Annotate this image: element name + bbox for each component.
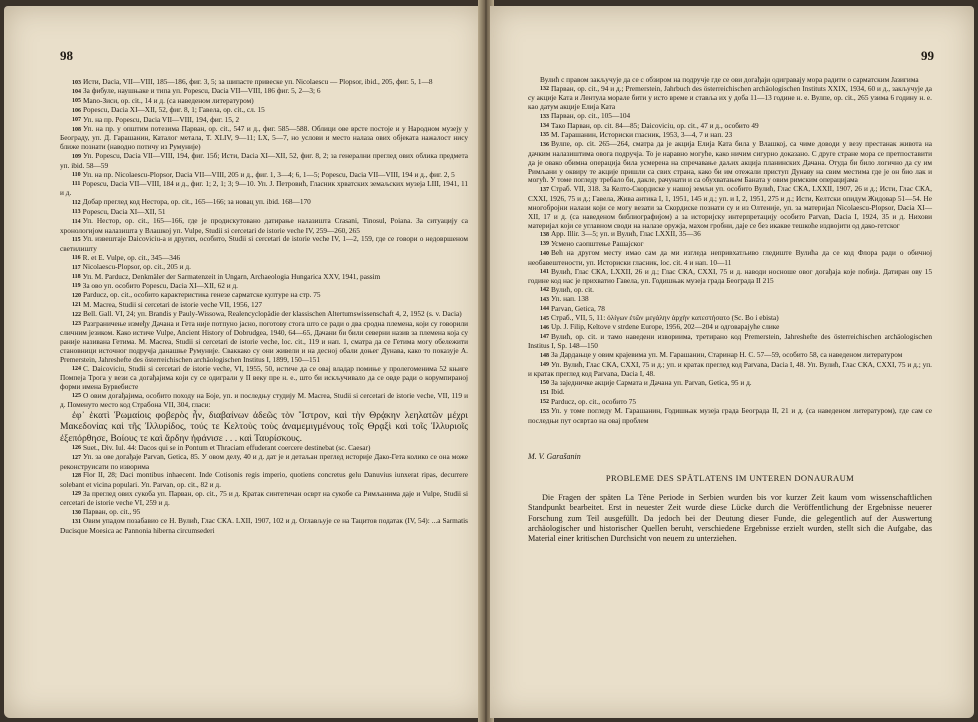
- footnote-text: За преглед ових сукоба уп. Парван, op. cit., 75 и д. Кратак синтетичан осврт на сукобе са Римљанима даје и Vulpe, Studii si cercetari de istorie veche VI, 259 и д.: [60, 488, 468, 508]
- footnote: [528, 85, 932, 112]
- footnote-text: Popescu, Dacia VII—VIII, 184 и д., фиг. 1; 2, 1; 3; 9—10. Уп. J. Петровић, Гласник хрватских земаљских музеја LIII, 1941, 11 и д.: [60, 178, 468, 198]
- footnote-number: 140: [540, 250, 549, 257]
- footnote-number: 131: [72, 518, 81, 525]
- footnote-text: Арр. Illir. 3—5; уп. и Вулић, Глас LXXII, 35—36: [551, 229, 701, 239]
- footnote-text: О овим догађајима, особито походу на Боје, уп. и последњу студију M. Macrea, Studii si cercetari de istorie veche, VII, 119 и д. Поменуто место код Страбона VII, 304, гласи:: [60, 390, 468, 410]
- footnote-number: 106: [72, 107, 81, 114]
- footnote: [528, 268, 932, 286]
- footnote-text: Уп. извештаје Daicoviciu-а и других, особито, Studii si cercetari de istorie veche IV, 1—2, 159, где се говори о недовршеном светилишту: [60, 234, 468, 253]
- footnote-text: Mano-Зиси, op. cit., 14 и д. (са наведеном литературом): [83, 95, 254, 105]
- footnotes-right: [528, 76, 932, 425]
- footnote: [60, 392, 468, 410]
- footnote-number: 141: [540, 269, 549, 276]
- footnote-text: Уп. на пр. Popescu, Dacia VII—VIII, 194, фиг. 15, 2: [83, 114, 240, 124]
- footnote-number: 136: [540, 141, 549, 148]
- footnote-text: За заједничке акције Сармата и Дачана уп. Parvan, Getica, 95 и д.: [551, 377, 752, 387]
- footnote-number: 153: [540, 408, 549, 415]
- footnote-text: Parducz, op. cit., особито карактеристика генезе сарматске културе на стр. 75: [83, 290, 321, 300]
- footnote-text: Страб., VII, 5, 11: ὀλίγων ἐτῶν μεγάλην ἀρχὴν κατεστήσατο (Sc. Bo i ebista): [551, 313, 779, 323]
- page-number: 98: [60, 48, 73, 63]
- footnote-number: 146: [540, 324, 549, 331]
- footnote-text: ἐφ᾽ ἑκατὶ Ῥωμαίοις φοβερὸς ἦν, διαβαίνων ἀδεῶς τὸν Ἴστρον, καὶ τὴν Θρᾴκην λεηλατῶν μέχρι Μακεδονίας καὶ τῆς Ἰλλυρίδος, τούς τε Κελτοὺς τοὺς ἀναμεμιγμένους τοῖς Θρᾳξὶ καὶ τοῖς Ἰλλυριοῖς ἐξεπόρθησε, Βοίους τε καὶ ἄρδην ἠφάνισε . . . καὶ Ταυρίσκους.: [60, 410, 468, 444]
- author-name: M. V. Garašanin: [528, 452, 581, 462]
- footnote-number: 120: [72, 292, 81, 299]
- footnote: [528, 249, 932, 267]
- footnote-number: 143: [540, 296, 549, 303]
- footnote-text: Уп. на пр. Nicolaescu-Plopsor, Dacia VII—VIII, 205 и д., фиг. 1, 3—4; 6, 1—5; Popescu, Dacia VII—VIII, 194 и д., фиг. 2, 5: [82, 169, 455, 179]
- footnote-number: 151: [540, 389, 549, 396]
- footnote-number: 113: [72, 209, 81, 216]
- footnote-text: Parvan, Getica, 78: [551, 303, 605, 313]
- page-number: 99: [921, 48, 934, 63]
- footnote-number: 152: [540, 399, 549, 406]
- footnote: [528, 140, 932, 185]
- footnote: [60, 365, 468, 392]
- footnote-text: Уп. Popescu, Dacia VII—VIII, 194, фиг. 15б; Исти, Dacia XI—XII, 52, фиг. 8, 2; за генерални преглед ових облика предмета уп. ibid. 58—59: [60, 151, 468, 170]
- footnote-number: 139: [540, 241, 549, 248]
- footnote: [60, 517, 468, 535]
- footnote-number: 132: [540, 86, 549, 93]
- footnote-text: Тако Парван, op. cit. 84—85; Daicoviciu, op. cit., 47 и д., особито 49: [551, 120, 759, 130]
- footnote: [60, 217, 468, 235]
- footnote-number: 144: [540, 306, 549, 313]
- footnote-text: Уп. Нестор, op. cit., 165—166, где је продискутовано датирање налазишта Crasani, Tinosul, Poiana. За ситуацију са хронологијом налазишта у Влашкој уп. Vulpe, Studii si cercetari de istorie veche IV, 259—260, 265: [60, 216, 468, 235]
- right-page: [490, 6, 974, 718]
- footnote-text: M. Macrea, Studii si cercetari de istorie veche VII, 1956, 127: [83, 299, 262, 309]
- footnote-text: За ово уп. особито Popescu, Dacia XI—XII, 62 и д.: [82, 280, 238, 290]
- footnote-number: 142: [540, 287, 549, 294]
- footnote: [528, 379, 932, 388]
- footnote-number: 129: [72, 491, 81, 498]
- footnote-number: 130: [72, 509, 81, 516]
- footnote-number: 122: [72, 311, 81, 318]
- footnote-text: Парван, op. cit., 105—104: [551, 111, 631, 121]
- footnote-text: Разграничење између Дачана и Гета није потпуно јасно, поготову стога што се ради о два сродна племена, који су говорили сличним језиком. Како истиче Vulpe, Ancient History of Dobrudgea, 1940, 64—65, Дачани би били северни назив за племена која су раније називана Гетима. M. Macrea, Studii si cercetari de istorie veche, loc. cit., 119 и нап. 1, сматра да се Гетима могу обележити становници источног подручја данашње Румуније. Сваккако су они живели и на десној обали доњег Дунава, како то показује A. Premerstein, Jahreshefte des österreichischen archäologischen Institus I, 1899, 150—151: [60, 318, 468, 364]
- footnote-text: Уп. у томе погледу M. Гарашанин, Годишњак музеја града Београда II, 21 и д. (са наведеном литературом), где сам се последњи пут освртао на овај проблем: [528, 406, 932, 425]
- footnote-number: 133: [540, 113, 549, 120]
- footnote-number: 124: [72, 366, 81, 373]
- footnote-number: 118: [72, 274, 81, 281]
- section-separator: [528, 425, 932, 443]
- footnote-text: Flor II, 28; Daci montibus inhaecent. Inde Cotisonis regis imperio, quotiens concretus gelu Danuvius iunxerat ripas, decurrere solebant et vicina populari. Уп. Parvan, op. cit., 82 и д.: [60, 470, 468, 489]
- footnote-number: 121: [72, 302, 81, 309]
- footnote-text: Parducz, op. cit., особито 75: [551, 396, 637, 406]
- footnote-text: Парван, op. cit., 94 и д.; Premerstein, Jahrbuch des österreichischen archäologischen Instituts XXIX, 1934, 60 и д., закључује да су акције Ката и Лентула морале бити у исто време и ставља их у доба 11—13 године н. е. Вулпе, op. cit., 265 узима 6 годину н. е. као датум акције Елија Ката: [528, 83, 932, 112]
- footnote-text: Уп. на пр. у општим потезима Парван, op. cit., 547 и д., фиг. 585—588. Облици ове врсте постоје и у Народном музеју у Београду, уп. Д. Гарашанин, Каталог метала, T. XLIV, 9—11; LX, 5—7, но услови и место налаза ових објеката нажалост нису ближе познати (наводно потичу из Румуније): [60, 124, 468, 152]
- footnote-text: Усмено саопштење Рашајског: [551, 238, 644, 248]
- footnote-text: Вулић, Глас СКА, LXXII, 26 и д.; Глас СКА, CXXI, 75 и д. наводи носноше овог догађаја које побија. Датиран ову 15 године код нас је прихватио Гавела, уп. Годишњак музеја града Београда II 215: [528, 266, 932, 285]
- article-title: PROBLEME DES SPÄTLATENS IM UNTEREN DONAURAUM: [605, 473, 855, 484]
- footnote-text: Nicolaescu-Plopsor, op. cit., 205 и д.: [82, 262, 191, 272]
- footnotes-left: [60, 78, 468, 536]
- footnote-text: Већ на другом месту имао сам да ми изгледа непривхатљиво гледиште Вулића да се код Флора ради о обичној необавештености, уп. Историски гласник, loc. cit. 4 и нап. 10—11: [528, 248, 932, 267]
- footnote-number: 111: [72, 181, 81, 188]
- footnote: [60, 471, 468, 489]
- footnote-number: 150: [540, 380, 549, 387]
- footnote-number: 126: [72, 445, 81, 452]
- footnote: [60, 235, 468, 253]
- footnote-number: 117: [72, 264, 81, 271]
- footnote-number: 103: [72, 79, 81, 86]
- left-page: [4, 6, 484, 718]
- footnote: [528, 333, 932, 351]
- footnote-number: 114: [72, 218, 81, 225]
- footnote-number: 105: [72, 98, 81, 105]
- footnote-text: Уп. Вулић, Глас СКА, CXXI, 75 и д.; уп. и кратак преглед код Parvana, Dacia I, 48. Уп. Вулић, Глас СКА, CXXI, 75 и д.; уп. и кратак преглед код Parvana, Dacia I, 48.: [528, 359, 932, 378]
- footnote-number: 127: [72, 454, 81, 461]
- footnote-number: 112: [72, 199, 81, 206]
- footnote-text: Popescu, Dacia XI—XII, 51: [82, 206, 166, 216]
- footnote: [528, 407, 932, 425]
- footnote-text: R. et E. Vulpe, op. cit., 345—346: [82, 252, 181, 262]
- footnote-text: Вулпе, op. cit. 265—264, сматра да је акција Елија Ката била у Влашкој, са чиме доводи у везу престанак живота на дачким налазиштима овога подручја. То је наравно могуће, како ничим сигурно доказано. С друге стране мора се претпоставити да је овако обимна операција била усмерена на спречавање даљих акција планинских Дачана. Отуда би било логично да су им Римљани у оквиру те акције пришли са свих страна, како би им отежали приступ Дунаву на свим местима где је он био лак и могућ. У томе погледу требало би, дакле, рачунати и са обухватањем Баната у овим римским операцијама: [528, 139, 932, 185]
- footnote-number: 145: [540, 315, 549, 322]
- footnote-text: За фибуле, наушњаке и типа уп. Popescu, Dacia VII—VIII, 186 фиг. 5, 2—3; 6: [83, 86, 321, 96]
- footnote: [60, 152, 468, 170]
- footnote-text: C. Daicoviciu, Studii si cercetari de istorie veche, VI, 1955, 50, истиче да се овај владар помиње у пролегоменима 52 књиге Помпеја Трога у вези са догађајима који су се одиграли у II веку пре н. е., што би искључивало да се овде ради о корумпираној форми имена Бурвебисте: [60, 363, 468, 391]
- footnote-text: Вулић, op. cit.: [551, 284, 595, 294]
- footnote-number: 119: [72, 283, 81, 290]
- footnote-number: 110: [72, 172, 81, 179]
- footnote-number: 104: [72, 88, 81, 95]
- footnote-number: 115: [72, 236, 81, 243]
- footnote: [528, 361, 932, 379]
- right-content: [528, 76, 932, 544]
- footnote-text: Suet., Div. Iul. 44: Dacos qui se in Pontum et Thraciam effuderant coercere destinebat (sc. Caesar): [83, 442, 371, 452]
- footnote-text: Уп. за ове догађаје Parvan, Getica, 85. У овом делу, 40 и д. дат је и детаљан преглед историје Дако-Гета колико се она може реконструисати по изворима: [60, 452, 468, 471]
- footnote: [60, 490, 468, 508]
- footnote-text: Овим упадом позабавио се Н. Вулић, Глас СКА. LXII, 1907, 102 и д. Оглављује се на Тацитов податак (IV, 54): ...a Sarmatis Ducisque Moesica ac Pannonia hiberna circumsederi: [60, 516, 468, 535]
- footnote-text: Уп. нап. 138: [551, 294, 589, 304]
- footnote-text: Ibid.: [551, 387, 565, 397]
- footnote-number: 148: [540, 352, 549, 359]
- footnote-number: 149: [540, 362, 549, 369]
- footnote-text: Вулић с правом закључује да се с обзиром на подручје где се ови догађаји одигравају мора радити о сарматским Јазигима: [540, 75, 919, 84]
- footnote-text: Добар преглед код Нестора, op. cit., 165—166; за новац уп. ibid. 168—170: [82, 197, 311, 207]
- footnote: [528, 185, 932, 230]
- footnote: [60, 410, 468, 444]
- footnote-number: 135: [540, 132, 549, 139]
- footnote-text: Уп. M. Parducz, Denkmäler der Sarmatenzeit in Ungarn, Archaeologia Hungarica XXV, 1941, passim: [82, 271, 381, 281]
- footnote-number: 138: [540, 231, 549, 238]
- footnote: [60, 125, 468, 152]
- footnote-text: M. Гарашанин, Историски гласник, 1953, 3—4, 7 и нап. 23: [551, 129, 733, 139]
- footnote-text: Popescu, Dacia XI—XII, 52, фиг. 8, 1; Гавела, op. cit., сл. 15: [83, 105, 265, 115]
- footnote: [60, 180, 468, 198]
- footnote-text: Bell. Gall. VI, 24; уп. Brandis у Pauly-Wissowa, Realencyclopädie der klassischen Altertumswissenschaft 4, 2, 1952 (s. v. Dacia): [83, 309, 462, 319]
- footnote-number: 128: [72, 472, 81, 479]
- footnote-number: 125: [72, 393, 81, 400]
- footnote-number: 109: [72, 153, 81, 160]
- footnote-number: 147: [540, 334, 549, 341]
- footnote-text: За Дардањце у овим крајевима уп. M. Гарашанин, Старинар Н. С. 57—59, особито 58, са наведеном литературом: [551, 350, 903, 360]
- footnote-number: 134: [540, 123, 549, 130]
- footnote-text: Up. J. Filip, Keltove v strdene Europe, 1956, 202—204 и одговарајуће слике: [551, 322, 780, 332]
- footnote-text: Страб. VII, 318. За Келто-Скордиске у нашој земљи уп. особито Вулић, Глас СКА, LXXII, 1907, 26 и д.; Исти, Глас СКА, CXXI, 1926, 75 и д.; Гавела, Живa антика I, 1, 1951, 145 и д.; уп. и I, 2, 1951, 275 и д.; Исти, Келтски опидум Жидовар 51—54. Не многобројни налази који се могу везати за Скордиске познати су и из Олтеније, уп. за материјал Nicolaescu-Plopsor, Dacia XI—XII, 17 и д. (са наведеном библиографијом) а за историјску интерпретацију особито Parvan, Dacia I, 1924, 35 и д. Нихови материјал који се углавном своди на налазе оружја, махом гробни, даје се без икакве тешкоће издвојити од дако-гетског: [528, 184, 932, 230]
- footnote-text: Вулић, op. cit. и тамо наведени извориима, третирано код Premerstein, Jahreshefte des österreichischen archäologischen Institus I, Sp. 148—150: [528, 331, 932, 351]
- footnote-text: Парван, op. cit., 95: [83, 507, 141, 517]
- footnote-number: 137: [540, 186, 549, 193]
- footnote: [60, 320, 468, 365]
- footnote-number: 116: [72, 255, 81, 262]
- footnote-number: 123: [72, 321, 81, 328]
- footnote-number: 107: [72, 117, 81, 124]
- body-paragraph: Die Fragen der späten La Tène Periode in Serbien wurden bis vor kurzer Zeit kaum vom wissenschaftlichen Standpunkt bearbeitet. Erst in neuester Zeit wurde diese Lücke durch die Veröffentlichung der Ergebnisse neuerer Forschung zum Teil ausgefüllt. Da jedoch bei der Deutung dieser Funde, die gelegentlich auf der Auswertung archäologischer und historischer Quellen beruht, verschiedene Ergebnisse erzielt wurden, stellt sich die Aufgabe, das Material einer kritischen Durchsicht von neuem zu unterziehen.: [528, 493, 932, 544]
- footnote-number: 108: [72, 126, 81, 133]
- footnote-text: Исти, Dacia, VII—VIII, 185—186, фиг. 3, 5; за шипасте привеске уп. Nicolaescu — Plopsor, ibid., 205, фиг. 5, 1—8: [83, 77, 433, 86]
- footnote: [60, 453, 468, 471]
